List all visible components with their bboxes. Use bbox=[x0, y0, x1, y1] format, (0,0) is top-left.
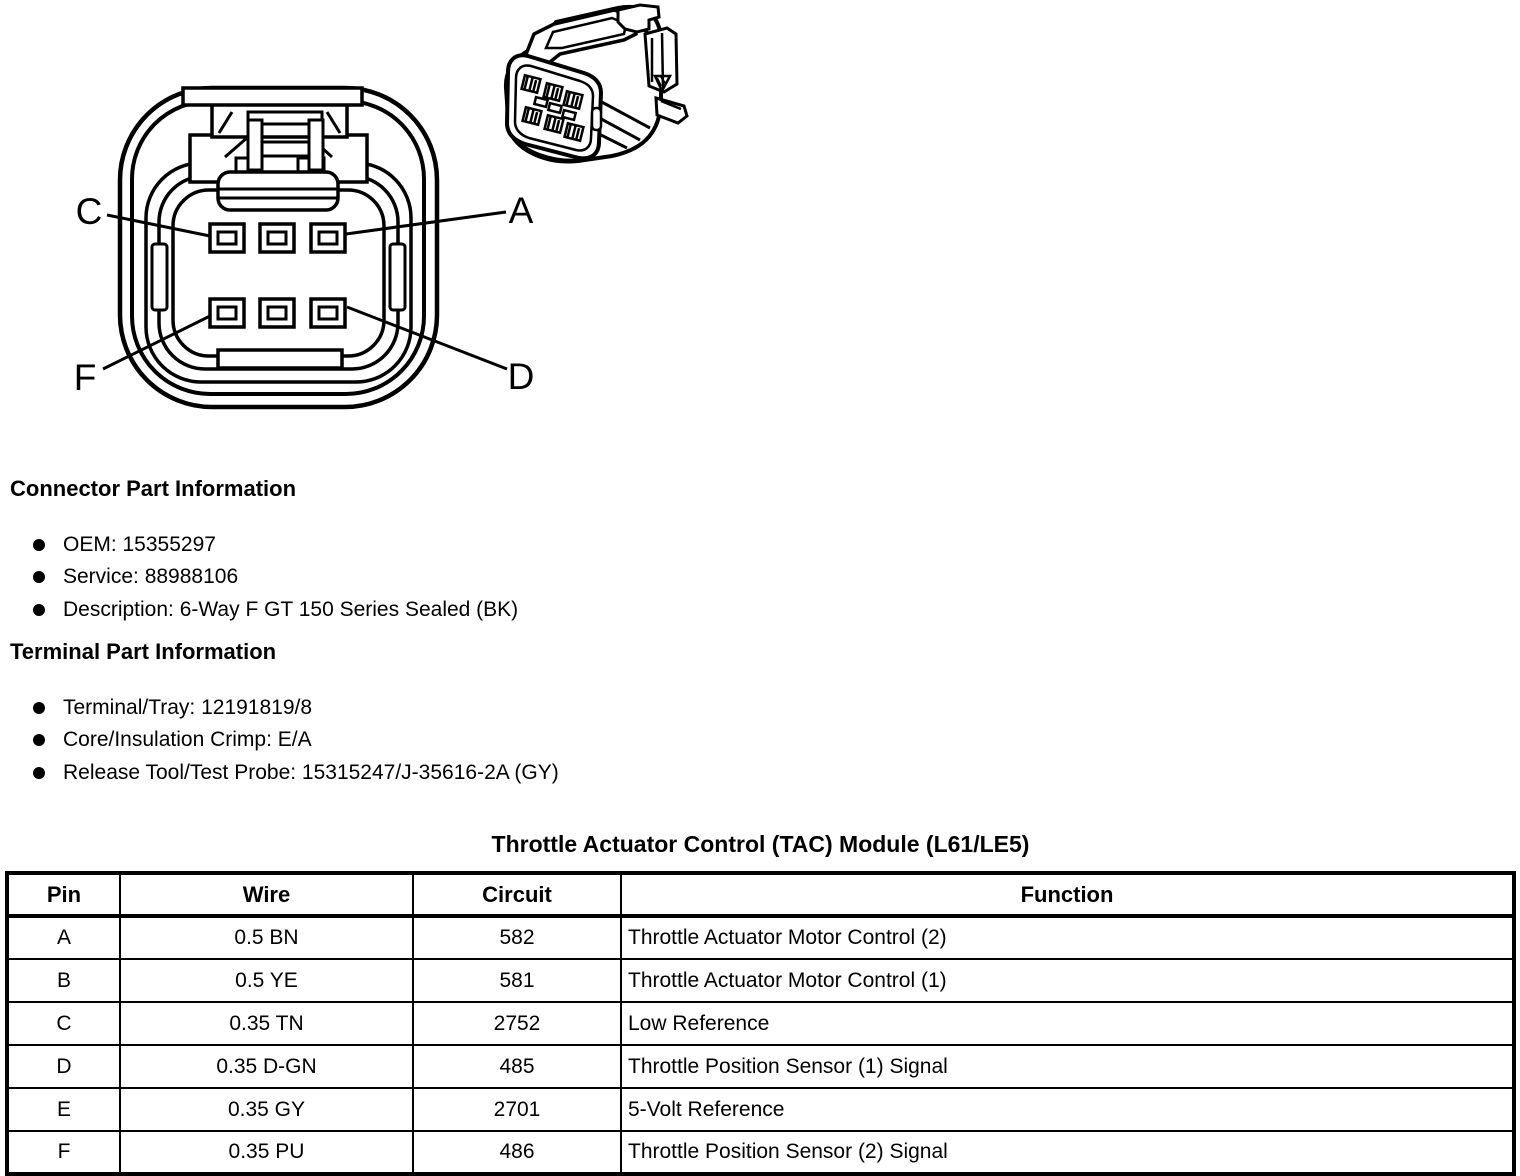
wire-cell: 0.35 GY bbox=[120, 1088, 413, 1131]
function-cell: Throttle Position Sensor (1) Signal bbox=[621, 1045, 1514, 1088]
circuit-cell: 2752 bbox=[413, 1002, 621, 1045]
service-number: Service: 88988106 bbox=[63, 565, 239, 588]
circuit-cell: 581 bbox=[413, 959, 621, 1002]
table-header-row bbox=[7, 873, 1514, 916]
pin-label-d: D bbox=[507, 356, 535, 397]
side-slot bbox=[592, 108, 601, 130]
circuit-cell: 485 bbox=[413, 1045, 621, 1088]
connector-part-info-heading: Connector Part Information bbox=[10, 476, 297, 501]
column-header-pin: Pin bbox=[7, 873, 120, 916]
bullet-icon bbox=[33, 539, 45, 551]
pin-cell: C bbox=[7, 1002, 120, 1045]
connector-face-diagram bbox=[74, 88, 535, 407]
bullet-icon bbox=[33, 604, 45, 616]
pin-cell: F bbox=[7, 1131, 120, 1174]
right-lock-tab bbox=[390, 244, 405, 310]
core-insulation-crimp: Core/Insulation Crimp: E/A bbox=[63, 728, 312, 751]
circuit-cell: 582 bbox=[413, 916, 621, 959]
list-item bbox=[33, 565, 238, 588]
wire-cell: 0.35 TN bbox=[120, 1002, 413, 1045]
left-lock-tab bbox=[152, 244, 167, 310]
function-cell: Throttle Position Sensor (2) Signal bbox=[621, 1131, 1514, 1174]
terminal-cavities bbox=[210, 224, 345, 327]
list-item bbox=[33, 761, 559, 784]
pin-cell: B bbox=[7, 959, 120, 1002]
wire-cell: 0.5 BN bbox=[120, 916, 413, 959]
connector-3d-view bbox=[506, 5, 687, 161]
list-item bbox=[33, 696, 312, 719]
list-item bbox=[33, 533, 216, 556]
table-row bbox=[7, 1131, 1514, 1174]
connector-diagrams bbox=[0, 0, 760, 440]
function-cell: Throttle Actuator Motor Control (2) bbox=[621, 916, 1514, 959]
table-row bbox=[7, 1088, 1514, 1131]
column-header-circuit: Circuit bbox=[413, 873, 621, 916]
pin-cell: D bbox=[7, 1045, 120, 1088]
function-cell: Throttle Actuator Motor Control (1) bbox=[621, 959, 1514, 1002]
bullet-icon bbox=[33, 734, 45, 746]
column-header-function: Function bbox=[621, 873, 1514, 916]
terminal-part-info-heading: Terminal Part Information bbox=[10, 639, 277, 664]
bullet-icon bbox=[33, 702, 45, 714]
circuit-cell: 2701 bbox=[413, 1088, 621, 1131]
wire-cell: 0.35 PU bbox=[120, 1131, 413, 1174]
pinout-table bbox=[5, 871, 1516, 1176]
bottom-slot bbox=[218, 350, 342, 368]
circuit-cell: 486 bbox=[413, 1131, 621, 1174]
function-cell: Low Reference bbox=[621, 1002, 1514, 1045]
pin-cell: E bbox=[7, 1088, 120, 1131]
terminal-tray: Terminal/Tray: 12191819/8 bbox=[63, 696, 313, 719]
table-title: Throttle Actuator Control (TAC) Module (L61/LE5) bbox=[491, 831, 1030, 857]
list-item bbox=[33, 728, 312, 751]
connector-description: Description: 6-Way F GT 150 Series Sealed (BK) bbox=[63, 598, 519, 621]
wire-cell: 0.35 D-GN bbox=[120, 1045, 413, 1088]
bullet-icon bbox=[33, 571, 45, 583]
table-row bbox=[7, 1045, 1514, 1088]
wire-cell: 0.5 YE bbox=[120, 959, 413, 1002]
bullet-icon bbox=[33, 767, 45, 779]
list-item bbox=[33, 598, 518, 621]
pin-label-c: C bbox=[75, 191, 103, 232]
table-row bbox=[7, 959, 1514, 1002]
release-tool-test-probe: Release Tool/Test Probe: 15315247/J-35616-2A (GY) bbox=[63, 761, 559, 784]
table-row bbox=[7, 1002, 1514, 1045]
pin-label-a: A bbox=[508, 190, 534, 231]
function-cell: 5-Volt Reference bbox=[621, 1088, 1514, 1131]
oem-number: OEM: 15355297 bbox=[63, 533, 216, 556]
table-row bbox=[7, 916, 1514, 959]
column-header-wire: Wire bbox=[120, 873, 413, 916]
pin-label-f: F bbox=[73, 357, 97, 398]
pin-cell: A bbox=[7, 916, 120, 959]
